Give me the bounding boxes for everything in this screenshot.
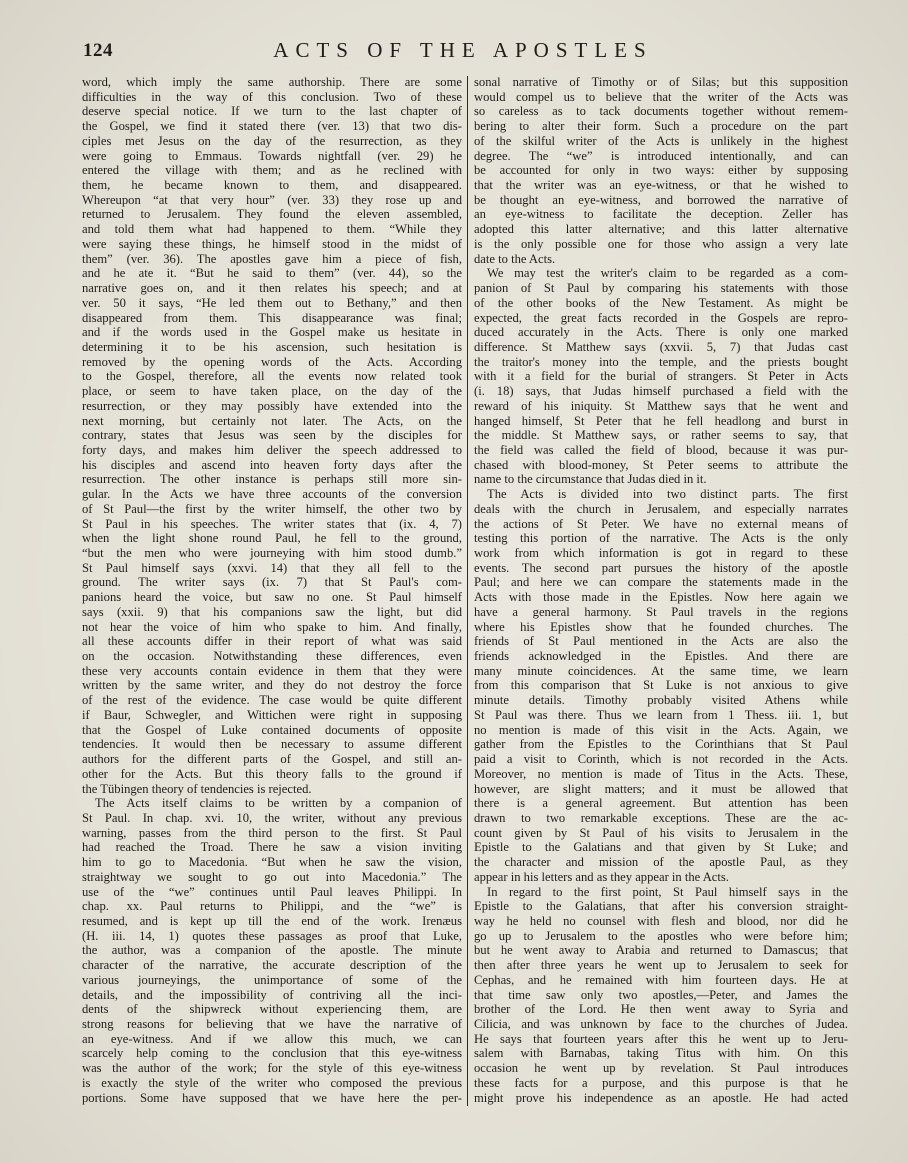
text-line: an eye-witness. And if we allow this much, we can	[82, 1031, 462, 1046]
text-line: Acts with those made in the Epistles. Now here again we	[474, 590, 848, 605]
text-line: the Gospel, we find it stated there (ver. 13) that two dis-	[82, 119, 462, 134]
text-line: portions. Some have supposed that we have here the per-	[82, 1090, 462, 1105]
text-line: the author, was a companion of the apostle. The minute	[82, 943, 462, 958]
text-line: of the rest of the evidence. The case would be quite different	[82, 693, 462, 708]
text-line: friends of St Paul mentioned in the Acts are also the	[474, 634, 848, 649]
text-line: many minute coincidences. At the same time, we learn	[474, 663, 848, 678]
text-line: forty days, and makes him deliver the speech addressed to	[82, 442, 462, 457]
text-line: word, which imply the same authorship. There are some	[82, 75, 462, 89]
text-line: but he went away to Arabia and returned to Damascus; that	[474, 943, 848, 958]
text-line: bering to alter their form. Such a procedure on the part	[474, 119, 848, 134]
left-column	[82, 75, 462, 1105]
text-line: expected, the great facts recorded in the Gospels are repro-	[474, 310, 848, 325]
text-line: to the Gospel, therefore, all the events now related took	[82, 369, 462, 384]
text-line: contrary, states that Jesus was seen by the disciples for	[82, 428, 462, 443]
text-line: ver. 50 it says, “He led them out to Bethany,” and then	[82, 295, 462, 310]
text-line: St Paul. In chap. xvi. 10, the writer, without any previous	[82, 810, 462, 825]
text-line: had reached the Troad. There he saw a vision inviting	[82, 840, 462, 855]
column-divider	[467, 76, 468, 1106]
text-line: gular. In the Acts we have three accounts of the conversion	[82, 487, 462, 502]
text-line: be thought an eye-witness, and borrowed the narrative of	[474, 192, 848, 207]
text-line: with it a field for the burial of strangers. St Peter in Acts	[474, 369, 848, 384]
text-line: resurrection. The other instance is perhaps still more sin-	[82, 472, 462, 487]
text-line: He says that fourteen years after this he went up to Jeru-	[474, 1031, 848, 1046]
text-line: so careless as to tack documents together without remem-	[474, 104, 848, 119]
text-line: reward of his iniquity. St Matthew says that he went and	[474, 398, 848, 413]
text-line: work from which information is got in regard to these	[474, 546, 848, 560]
text-line: Cephas, and he remained with him fourteen days. He at	[474, 972, 848, 987]
paragraph	[82, 75, 462, 796]
text-line: is the only possible one for those who assign a very late	[474, 236, 848, 251]
text-line: (i. 18) says, that Judas himself purchased a field with the	[474, 384, 848, 399]
text-line: count given by St Paul of his visits to Jerusalem in the	[474, 825, 848, 840]
text-line: of St Paul—the first by the writer himself, the other two by	[82, 501, 462, 516]
text-line: disappeared from them. This disappearance was final;	[82, 310, 462, 325]
text-line: that the writer was an eye-witness, or that he wished to	[474, 178, 848, 193]
text-line: friends acknowledged in the Epistles. And there are	[474, 649, 848, 664]
text-line: chap. xx. Paul returns to Philippi, and the “we” is	[82, 899, 462, 914]
text-line: way he held no counsel with flesh and blood, nor did he	[474, 913, 848, 928]
text-line: deals with the church in Jerusalem, and especially narrates	[474, 501, 848, 516]
text-line: Whereupon “at that very hour” (ver. 33) they rose up and	[82, 192, 462, 207]
text-line: and told them what had happened to them. “While they	[82, 222, 462, 237]
text-line: difference. St Matthew says (xxvii. 5, 7) that Judas cast	[474, 339, 848, 354]
text-line: of the skilful writer of the Acts is unlikely in the highest	[474, 133, 848, 148]
text-line: from this comparison that St Luke is not anxious to give	[474, 678, 848, 693]
text-line: these very accounts contain evidence in them that they were	[82, 663, 462, 678]
text-line: all these accounts differ in their report of what was said	[82, 634, 462, 649]
text-line: no mention is made of this visit in the Acts. Again, we	[474, 722, 848, 737]
text-line: dents of the shipwreck without experiencing them, are	[82, 1002, 462, 1017]
text-line: character of the narrative, the accurate description of the	[82, 958, 462, 973]
text-line: brother of the Lord. He then went away to Syria and	[474, 1002, 848, 1017]
text-line: and if the words used in the Gospel make us hesitate in	[82, 325, 462, 340]
text-line: St Paul in his speeches. The writer states that (ix. 4, 7)	[82, 516, 462, 531]
text-line: difficulties in the way of this conclusion. Two of these	[82, 89, 462, 104]
text-line: the traitor's money into the temple, and the priests bought	[474, 354, 848, 369]
text-line: returned to Jerusalem. They found the eleven assembled,	[82, 207, 462, 222]
text-line: gather from the Epistles to the Corinthians that St Paul	[474, 737, 848, 752]
text-line: is exactly the style of the writer who composed the previous	[82, 1075, 462, 1090]
text-line: St Paul was there. Thus we learn from 1 Thess. iii. 1, but	[474, 707, 848, 722]
text-line: narrative goes on, and it then relates his speech; and at	[82, 281, 462, 296]
text-line: authors for the different parts of the Gospel, and still an-	[82, 752, 462, 767]
text-line: strong reasons for believing that we have the narrative of	[82, 1017, 462, 1031]
text-line: name to the circumstance that Judas died in it.	[474, 472, 707, 487]
text-line: Epistle to the Galatians, that after his conversion straight-	[474, 899, 848, 914]
text-line: scarcely help coming to the conclusion that this eye-witness	[82, 1046, 462, 1061]
text-line: occasion he went up by revelation. St Paul introduces	[474, 1061, 848, 1076]
text-line: The Acts itself claims to be written by a companion of	[95, 796, 462, 811]
text-line: details, and the impossibility of contriving all the inci-	[82, 987, 462, 1002]
text-line: straightway we sought to go out into Macedonia.” The	[82, 869, 462, 884]
text-line: and he ate it. “But he said to them” (ver. 44), so the	[82, 266, 462, 281]
text-line: be accounted for only in two ways: either by supposing	[474, 163, 848, 178]
text-line: the middle. St Matthew says, or rather seems to say, that	[474, 428, 848, 443]
text-line: not hear the voice of him who spake to him. And finally,	[82, 619, 462, 634]
paragraph	[474, 266, 848, 487]
text-line: tendencies. It would then be necessary to assume different	[82, 737, 462, 752]
text-line: The Acts is divided into two distinct parts. The first	[487, 487, 848, 502]
text-line: him to go to Macedonia. “But when he saw the vision,	[82, 855, 462, 870]
text-line: if Baur, Schwegler, and Wittichen were right in supposing	[82, 707, 462, 722]
text-line: the actions of St Peter. We have no external means of	[474, 516, 848, 531]
right-column	[474, 75, 848, 1105]
text-line: resurrection, or they may possibly have extended into the	[82, 398, 462, 413]
text-line: Paul; and here we can compare the statements made in the	[474, 575, 848, 590]
text-line: have a general harmony. St Paul travels in the regions	[474, 604, 848, 619]
text-line: ground. The writer says (ix. 7) that St Paul's com-	[82, 575, 462, 590]
text-line: adopted this latter alternative; and this latter alternative	[474, 222, 848, 237]
text-line: them, he became known to them, and disappeared.	[82, 178, 462, 193]
text-line: duced accurately in the Acts. There is only one marked	[474, 325, 848, 340]
running-title: ACTS OF THE APOSTLES	[273, 38, 653, 62]
text-line: panion of St Paul by comparing his statements with those	[474, 281, 848, 296]
paragraph	[82, 796, 462, 1105]
text-line: where his Epistles show that he founded churches. The	[474, 619, 848, 634]
text-line: the field was called the field of blood, because it was pur-	[474, 442, 848, 457]
text-line: testing this portion of the narrative. The Acts is the only	[474, 531, 848, 546]
text-line: his disciples and ascend into heaven forty days after the	[82, 457, 462, 472]
text-line: appear in his letters and as they appear in the Acts.	[474, 869, 729, 884]
text-line: them” (ver. 36). The apostles gave him a piece of fish,	[82, 251, 462, 266]
text-line: Epistle to the Galatians and that given by St Luke; and	[474, 840, 848, 855]
text-line: “but the men who were journeying with him stood dumb.”	[82, 546, 462, 560]
text-line: were saying these things, he himself stood in the midst of	[82, 236, 462, 251]
text-line: Cilicia, and was unknown by face to the churches of Judea.	[474, 1017, 848, 1031]
paragraph	[474, 487, 848, 884]
text-line: chased with blood-money, St Peter seems to attribute the	[474, 457, 848, 472]
text-line: go up to Jerusalem to the apostles who were before him;	[474, 928, 848, 943]
text-line: there is a general agreement. But attention has been	[474, 796, 848, 811]
text-line: that the Gospel of Luke contained documents of opposite	[82, 722, 462, 737]
text-line: was the author of the work; for the style of this eye-witness	[82, 1061, 462, 1076]
text-line: We may test the writer's claim to be regarded as a com-	[487, 266, 848, 281]
text-line: however, are slight matters; and it must be allowed that	[474, 781, 848, 796]
text-line: on the occasion. Notwithstanding these differences, even	[82, 649, 462, 664]
text-line: other for the Acts. But this theory falls to the ground if	[82, 766, 462, 781]
text-line: then after three years he went up to Jerusalem to seek for	[474, 958, 848, 973]
text-line: St Paul himself says (xxvi. 14) that they all fell to the	[82, 560, 462, 575]
text-line: deserve special notice. If we turn to the last chapter of	[82, 104, 462, 119]
text-line: minute details. Timothy probably visited Athens while	[474, 693, 848, 708]
text-line: paid a visit to Corinth, which is not recorded in the Acts.	[474, 752, 848, 767]
text-line: drawn to two remarkable exceptions. These are the ac-	[474, 810, 848, 825]
text-line: determining it to be his ascension, such hesitation is	[82, 339, 462, 354]
text-line: Moreover, no mention is made of Titus in the Acts. These,	[474, 766, 848, 781]
text-line: panions heard the voice, but saw no one. St Paul himself	[82, 590, 462, 605]
paragraph	[474, 885, 848, 1106]
text-line: says (xxii. 9) that his companions saw the light, but did	[82, 604, 462, 619]
page-number: 124	[83, 40, 113, 61]
text-line: In regard to the first point, St Paul himself says in the	[487, 884, 848, 899]
paragraph	[474, 75, 848, 266]
text-line: salem with Barnabas, taking Titus with him. On this	[474, 1046, 848, 1061]
text-line: entered the village with them; and as he reclined with	[82, 163, 462, 178]
text-line: written by the same writer, and they do not destroy the force	[82, 678, 462, 693]
text-line: would compel us to believe that the writer of the Acts was	[474, 89, 848, 104]
text-line: removed by the opening words of the Acts. According	[82, 354, 462, 369]
text-line: the character and mission of the apostle Paul, as they	[474, 855, 848, 870]
text-line: degree. The “we” is introduced intentionally, and can	[474, 148, 848, 163]
text-line: might prove his independence as an apostle. He had acted	[474, 1090, 848, 1105]
text-line: an eye-witness to facilitate the deception. Zeller has	[474, 207, 848, 222]
text-line: these facts for a purpose, and this purpose is that he	[474, 1075, 848, 1090]
text-line: sonal narrative of Timothy or of Silas; but this supposition	[474, 75, 848, 89]
text-line: next morning, but certainly not later. The Acts, on the	[82, 413, 462, 428]
text-line: when the light shone round Paul, he fell to the ground,	[82, 531, 462, 546]
text-line: warning, passes from the third person to the first. St Paul	[82, 825, 462, 840]
text-line: the Tübingen theory of tendencies is rejected.	[82, 781, 312, 796]
text-line: hanged himself, St Peter that he fell headlong and burst in	[474, 413, 848, 428]
text-line: place, or seem to have taken place, on the day of the	[82, 384, 462, 399]
text-line: events. The second part pursues the history of the apostle	[474, 560, 848, 575]
text-line: (H. iii. 14, 1) quotes these passages as proof that Luke,	[82, 928, 462, 943]
text-line: date to the Acts.	[474, 251, 556, 266]
text-line: ciples met Jesus on the day of the resurrection, as they	[82, 133, 462, 148]
text-line: various journeyings, the unimportance of some of the	[82, 972, 462, 987]
text-line: that time saw only two apostles,—Peter, and James the	[474, 987, 848, 1002]
text-line: use of the “we” continues until Paul leaves Philippi. In	[82, 884, 462, 899]
text-line: of the other books of the New Testament. As might be	[474, 295, 848, 310]
text-line: were going to Emmaus. Towards nightfall (ver. 29) he	[82, 148, 462, 163]
text-line: resumed, and is kept up till the end of the work. Irenæus	[82, 913, 462, 928]
